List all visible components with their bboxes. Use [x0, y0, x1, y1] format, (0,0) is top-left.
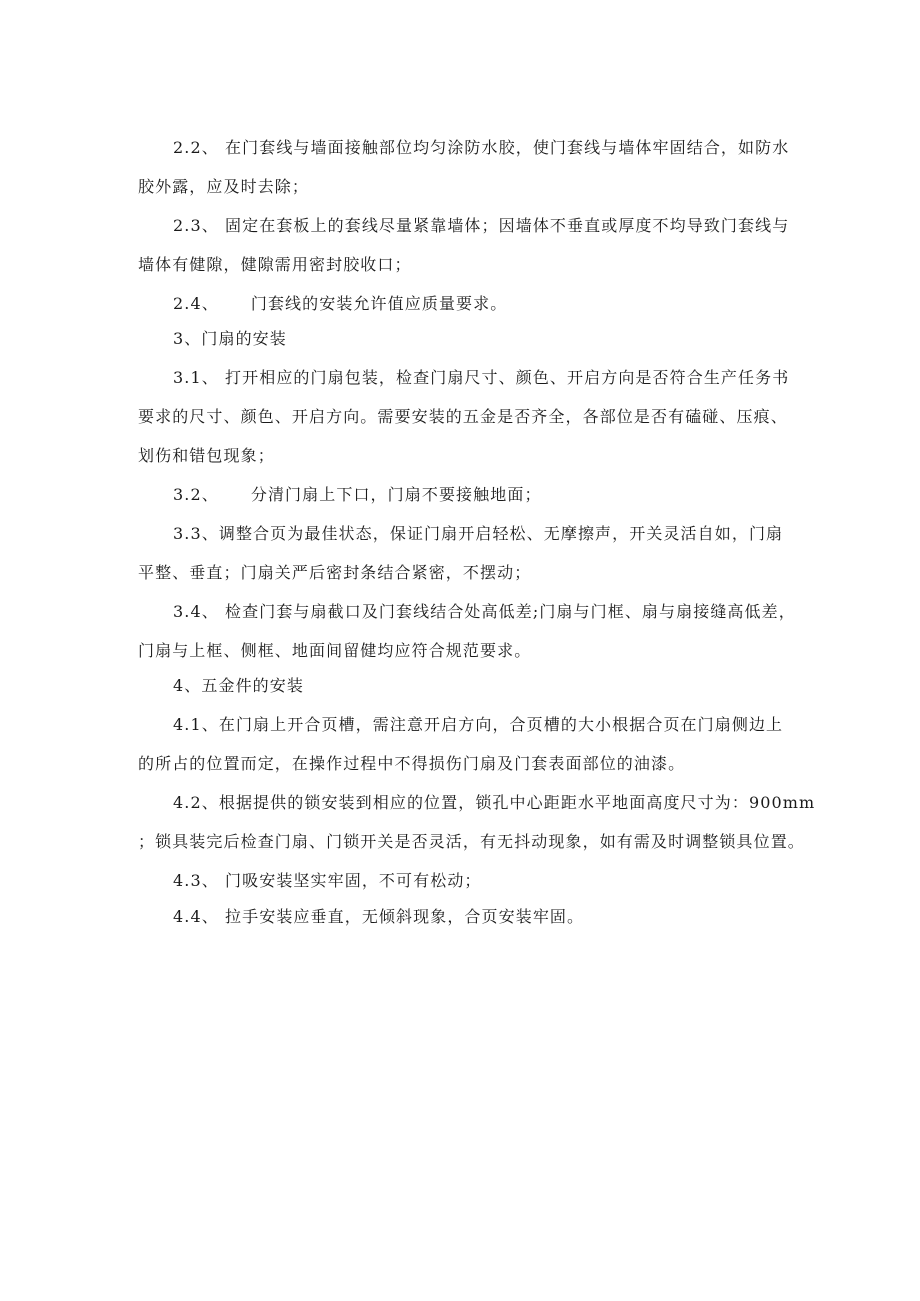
para-3-1-line-1: 3.1、 打开相应的门扇包装，检查门扇尺寸、颜色、开启方向是否符合生产任务书 — [173, 368, 790, 387]
para-4-1-line-1: 4.1、在门扇上开合页槽，需注意开启方向，合页槽的大小根据合页在门扇侧边上 — [173, 715, 784, 734]
para-2-4-text: 门套线的安装允许值应质量要求。 — [250, 294, 508, 313]
para-3-4-line-1: 3.4、 检查门套与扇截口及门套线结合处高低差;门扇与门框、扇与扇接缝高低差， — [173, 602, 796, 621]
para-3-1-line-2: 要求的尺寸、颜色、开启方向。需要安装的五金是否齐全，各部位是否有磕碰、压痕、 — [138, 407, 788, 426]
para-4-4: 4.4、 拉手安装应垂直，无倾斜现象，合页安装牢固。 — [173, 907, 585, 926]
para-3-3-line-2: 平整、垂直；门扇关严后密封条结合紧密，不摆动； — [138, 563, 532, 582]
para-2-2-line-1: 2.2、 在门套线与墙面接触部位均匀涂防水胶，使门套线与墙体牢固结合，如防水 — [173, 138, 790, 157]
para-2-4 — [0, 289, 920, 319]
para-2-4-number: 2.4、 — [173, 294, 219, 313]
para-3-1-line-3: 划伤和错包现象； — [138, 446, 275, 465]
para-4-3: 4.3、 门吸安装坚实牢固，不可有松动； — [173, 871, 482, 890]
heading-section-4: 4、五金件的安装 — [173, 676, 304, 695]
heading-section-3: 3、门扇的安装 — [173, 329, 287, 348]
para-2-2-line-2: 胶外露，应及时去除； — [138, 177, 310, 196]
para-3-2-number: 3.2、 — [173, 485, 219, 504]
para-3-2 — [0, 480, 920, 510]
para-3-2-text: 分清门扇上下口，门扇不要接触地面； — [250, 485, 542, 504]
para-2-3-line-1: 2.3、 固定在套板上的套线尽量紧靠墙体；因墙体不垂直或厚度不均导致门套线与 — [173, 216, 790, 235]
para-3-4-line-2: 门扇与上框、侧框、地面间留健均应符合规范要求。 — [138, 641, 532, 660]
para-4-1-line-2: 的所占的位置而定，在操作过程中不得损伤门扇及门套表面部位的油漆。 — [138, 754, 686, 773]
para-2-3-line-2: 墙体有健隙，健隙需用密封胶收口； — [138, 255, 412, 274]
para-4-2-line-2: ；锁具装完后检查门扇、门锁开关是否灵活，有无抖动现象，如有需及时调整锁具位置。 — [138, 832, 805, 851]
para-3-3-line-1: 3.3、调整合页为最佳状态，保证门扇开启轻松、无摩擦声，开关灵活自如，门扇 — [173, 524, 784, 543]
para-4-2-line-1: 4.2、根据提供的锁安装到相应的位置，锁孔中心距距水平地面高度尺寸为：900mm — [173, 793, 816, 812]
